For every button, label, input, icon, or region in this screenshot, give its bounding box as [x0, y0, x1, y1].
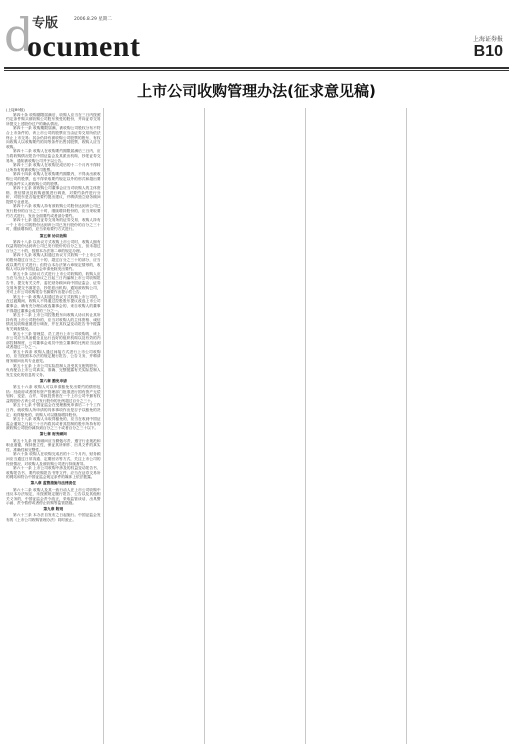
masthead [0, 0, 513, 72]
text-columns [6, 108, 507, 744]
paragraph: 第五十三条 管理层、员工进行上市公司收购的，该上市公司应当具备健全且运行良好的组织机构以及有效的内部控制制度，公司董事会成员中独立董事的比例应当达到或者超过二分之一。 [6, 331, 101, 350]
paragraph: 第四十条 收购期限届满后，收购人应当在三日内按照约定条件购买被收购公司股东预受的股份，并向证券交易所提交上述股份过户的确认情况。 [6, 112, 101, 126]
paragraph: 第五十五条 上市公司实际控制人及受其支配的股东，负有配合上市公司真实、准确、完整披露有关实际控制人发生变化的信息的义务。 [6, 363, 101, 377]
paragraph: 第四十九条 收购人拟通过协议方式收购一个上市公司的股份超过百分之三十的，超过百分之三十的部分，应当改以要约方式进行；但符合本办法第六章规定情形的，收购人可以向中国证监会申请免除发出要约。 [6, 253, 101, 272]
paragraph: 第四十八条 以协议方式收购上市公司时，收购人拥有权益的股份达到该公司已发行股份的百分之五，但未超过百分之三十的，按照本办法第二章的规定办理。 [6, 239, 101, 253]
paragraph: 第四十五条 被收购公司董事会应当对收购人的主体资格、资信情况及收购意图进行调查，对要约条件进行分析，对股东是否接受要约提出建议，并聘请独立财务顾问提供专业意见。 [6, 186, 101, 204]
paragraph: 第四十七条 通过证券交易所的证券交易，收购人持有一个上市公司的股份达到该公司已发行股份的百分之三十时，继续增持的，应当采取要约方式进行。 [6, 218, 101, 232]
paragraph: 第五十六条 收购人可以申请豁免发出要约的情形包括：经政府或者国有资产管理部门批准进行国有资产无偿划转、变更、合并，导致投资者在一个上市公司中拥有权益的股份占该公司已发行股份的比例超过百分之三十。 [6, 385, 101, 403]
paragraph: 第五十九条 财务顾问应当勤勉尽责，遵守行业规范和职业道德，保持独立性，保证其所制作、出具文件的真实性、准确性和完整性。 [6, 438, 101, 452]
paragraph: 第四十六条 收购人持有被收购公司股份达到该公司已发行股份的百分之三十时，继续增持股份的，应当采取要约方式进行，发出全面要约或者部分要约。 [6, 204, 101, 218]
paragraph: 第四十一条 收购期限届满，被收购公司股权分布不符合上市条件的，该上市公司的股票应当由证券交易所依法终止上市交易；其余仍持有被收购公司股票的股东，有权向收购人以收购要约的同等条件出售其股票，收购人应当收购。 [6, 126, 101, 149]
newspaper-name: 上海证券报 [472, 36, 503, 43]
paragraph: 第四十三条 收购人在收购完成后的十二个月内不得转让所持有的被收购公司股票。 [6, 163, 101, 172]
paragraph: 第六十一条 上市公司收购中涉及的权益变动报告书、收购报告书、要约收购报告书等文件，应当在证券交易所的网站和符合中国证监会规定条件的媒体上依法披露。 [6, 466, 101, 480]
paragraph: 第五十八条 收购人未取得豁免的，应当在收到中国证监会通知之日起三十日内将其或者其控制的股东所持有的被收购公司股份减持到百分之三十或者百分之三十以下。 [6, 417, 101, 431]
page-number: B10 [473, 43, 503, 60]
chapter-heading: 第九章 附则 [43, 507, 64, 512]
masthead-big-letter: d [4, 8, 34, 62]
paragraph: 第六十三条 本办法自发布之日起施行。中国证监会发布的《上市公司收购管理办法》同时废止。 [6, 513, 101, 523]
masthead-rule-thin [4, 70, 509, 71]
chapter-heading: 第六章 豁免申请 [39, 378, 67, 383]
paragraph: 第四十四条 收购人在收购要约期限内，不得卖出被收购公司的股票，也不得采取要约规定以外的形式和超出要约的条件买入被收购公司的股票。 [6, 172, 101, 186]
continued-note: (上接B9版) [6, 108, 25, 112]
issue-date: 2006.8.29 星期二 [74, 17, 112, 22]
page-headline: 上市公司收购管理办法(征求意见稿) [137, 82, 376, 100]
paragraph: 第六十条 收购人在收购完成后的十二个月内，财务顾问应当通过日常沟通、定期回访等方式，关注上市公司的经营情况，对收购人及被收购公司进行持续督导。 [6, 452, 101, 466]
paragraph: 第五十四条 收购人通过间接方式进行上市公司收购的，应当按照本办法的规定履行报告、公告义务，并聘请财务顾问出具专业意见。 [6, 349, 101, 364]
paragraph: 第五十二条 上市公司控股股东向收购人协议转让其所持有的上市公司股份的，应当对收购人的主体资格、诚信情况及收购意图进行调查，并在其权益变动报告书中披露有关调查情况。 [6, 313, 101, 331]
chapter-heading: 第五章 协议收购 [39, 233, 67, 238]
masthead-rule [4, 67, 509, 69]
paragraph: 第五十条 以协议方式进行上市公司收购的，收购人应当在与出让人达成协议之日起三日内编制上市公司收购报告书，提交有关文件，委托财务顾问向中国证监会、证券交易所提交书面报告，抄报派出机构，通知被收购公司，并对上市公司收购报告书摘要作出提示性公告。 [6, 271, 101, 295]
paragraph: 第五十七条 中国证监会在受理豁免申请后二十个工作日内，就收购人所申请的具体事项作出是否予以豁免的决定；取得豁免的，收购人可以继续增持股份。 [6, 403, 101, 417]
paragraph: 第四十二条 收购人在收购要约期限届满后三日内，应当将收购情况报告中国证监会及其派出机构，抄报证券交易所，通知被收购公司并予以公告。 [6, 149, 101, 163]
paragraph: 第五十一条 收购人拟通过协议方式收购上市公司的，在过渡期间，收购人不得通过控股股东提议改选上市公司董事会，确有充分理由改选董事会的，来自收购人的董事不得超过董事会成员的三分之一。 [6, 294, 101, 313]
paragraph: 第六十二条 收购人及其一致行动人在上市公司收购中违反本办法规定，未按照规定履行报告、公告以及其他相关义务的，中国证监会责令改正，采取监管谈话、出具警示函、责令暂停或者停止收购等监管措施。 [6, 487, 101, 506]
article-body [6, 108, 507, 744]
chapter-heading: 第七章 财务顾问 [39, 432, 67, 437]
section-title: 专版 [32, 16, 59, 31]
chapter-heading: 第八章 监管措施与法律责任 [30, 481, 77, 486]
masthead-wordmark: ocument [27, 30, 141, 63]
